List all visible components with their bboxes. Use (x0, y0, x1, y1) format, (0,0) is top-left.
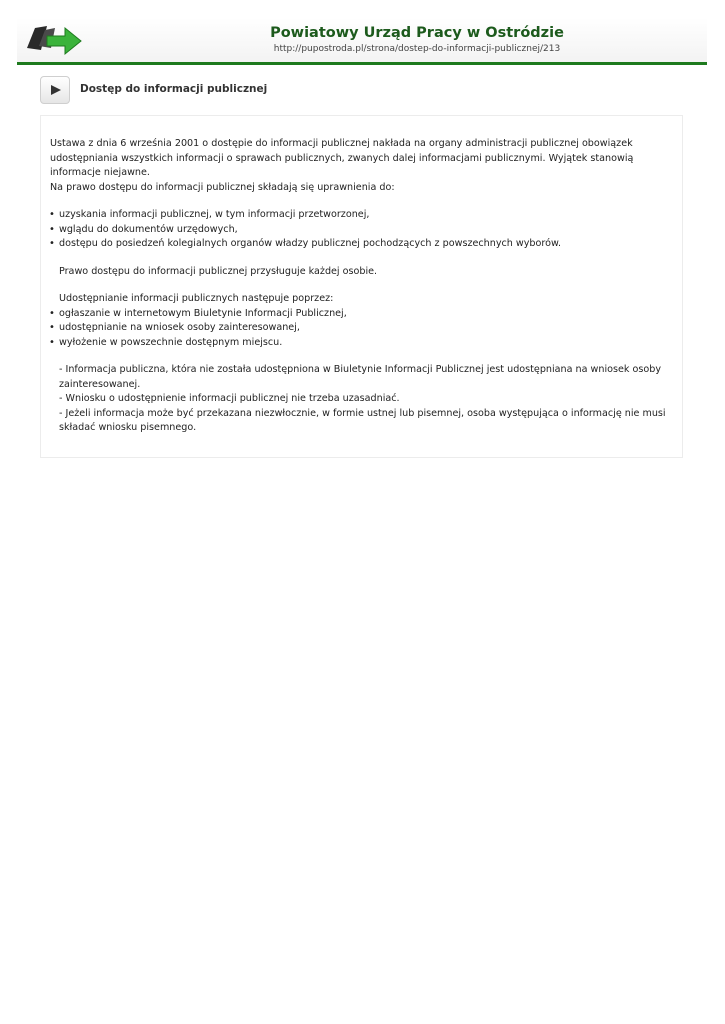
site-url[interactable]: http://pupostroda.pl/strona/dostep-do-informacji-publicznej/213 (273, 44, 561, 54)
list-item: • ogłaszanie w internetowym Biuletynie Informacji Publicznej, (50, 307, 670, 322)
note-paragraph: - Jeżeli informacja może być przekazana niezwłocznie, w formie ustnej lub pisemnej, osoba występująca o informację nie musi składać wniosku pisemnego. (59, 407, 666, 433)
note-paragraph: - Wniosku o udostępnienie informacji publicznej nie trzeba uzasadniać. (59, 393, 400, 404)
list-item: • wglądu do dokumentów urzędowych, (50, 223, 670, 238)
play-arrow-icon (40, 76, 70, 104)
methods-list (50, 307, 670, 351)
intro-paragraph: Ustawa z dnia 6 września 2001 o dostępie do informacji publicznej nakłada na organy administracji publicznej obowiązek udostępniania wszystkich informacji o sprawach publicznych, zwanych dalej informacjami publicznymi. Wyjątek stanowią informacje niejawne. (50, 138, 634, 178)
arrow-logo-icon[interactable] (25, 22, 85, 56)
article-body (50, 137, 670, 436)
list-item: • wyłożenie w powszechnie dostępnym miejscu. (50, 336, 670, 351)
list-item: • dostępu do posiedzeń kolegialnych organów władzy publicznej pochodzących z powszechnych wyborów. (50, 237, 670, 252)
page-header (17, 18, 707, 65)
page-title: Dostęp do informacji publicznej (80, 83, 268, 95)
rights-list (50, 208, 670, 252)
rights-intro: Na prawo dostępu do informacji publicznej składają się uprawnienia do: (50, 181, 395, 193)
list-item: • udostępnianie na wniosek osoby zainteresowanej, (50, 321, 670, 336)
list-item: • uzyskania informacji publicznej, w tym informacji przetworzonej, (50, 208, 670, 223)
everyone-paragraph: Prawo dostępu do informacji publicznej przysługuje każdej osobie. (59, 265, 378, 277)
methods-intro: Udostępnianie informacji publicznych następuje poprzez: (59, 293, 334, 304)
note-paragraph: - Informacja publiczna, która nie została udostępniona w Biuletynie Informacji Publicznej jest udostępniana na wniosek osoby zainteresowanej. (59, 364, 662, 390)
site-title[interactable]: Powiatowy Urząd Pracy w Ostródzie (270, 25, 564, 41)
